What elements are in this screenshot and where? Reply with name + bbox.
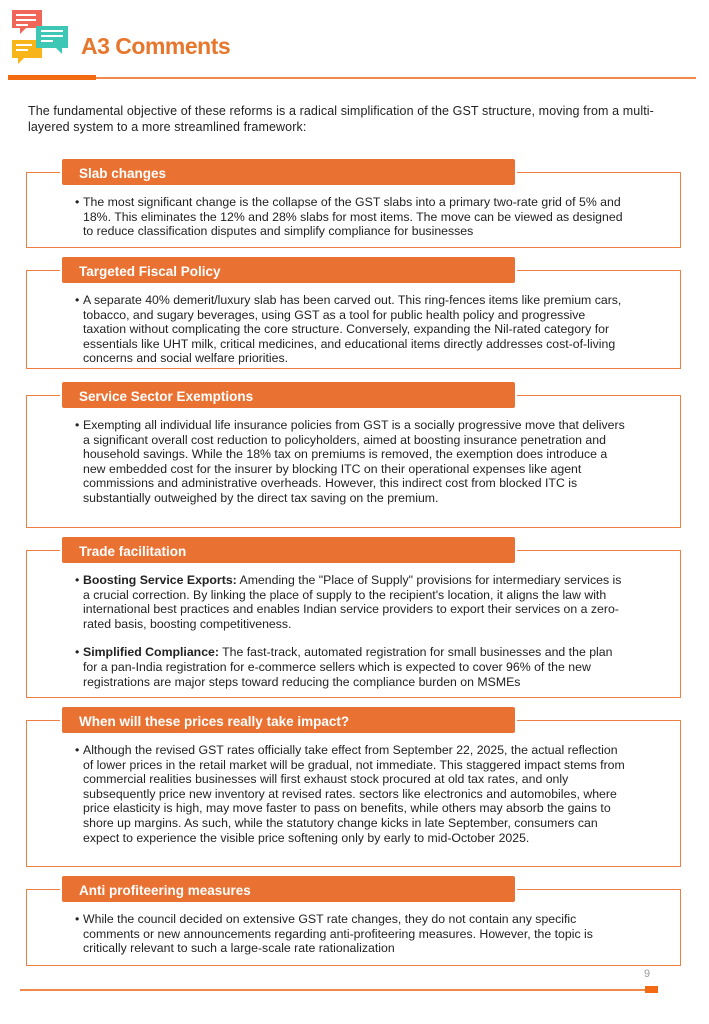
section-box bbox=[26, 166, 681, 248]
bullet-lead: Simplified Compliance: bbox=[83, 645, 219, 660]
bullet-item bbox=[75, 195, 630, 239]
section-heading: When will these prices really take impact? bbox=[60, 705, 517, 735]
page-title: A3 Comments bbox=[81, 33, 231, 59]
bullet-lead: Boosting Service Exports: bbox=[83, 573, 237, 587]
section-box bbox=[26, 544, 681, 698]
intro-paragraph: The fundamental objective of these reforms is a radical simplification of the GST structure, moving from a multi-layered system to a more streamlined framework: bbox=[28, 104, 654, 134]
footer-accent bbox=[645, 986, 658, 993]
section-box bbox=[26, 714, 681, 867]
bullet-text: A separate 40% demerit/luxury slab has been carved out. This ring-fences items like premium cars, tobacco, and sugary beverages, using GST as a tool for public health policy and progressive taxation without complicating the core structure. Conversely, expanding the Nil-rated category for essentials like UHT milk, critical medicines, and educational items directly addresses cost-of-living concerns and social welfare priorities. bbox=[83, 293, 622, 366]
bullet-text: Exempting all individual life insurance policies from GST is a socially progressive move that delivers a significant overall cost reduction to policyholders, aimed at boosting insurance penetration and household savings. While the 18% tax on premiums is removed, the exemption does introduce a new embedded cost for the insurer by blocking ITC on their operational expenses like agent commissions and administrative overheads. However, this indirect cost from blocked ITC is substantially outweighed by the direct tax saving on the premium. bbox=[83, 418, 625, 505]
page-number: 9 bbox=[644, 968, 651, 980]
section-heading: Trade facilitation bbox=[60, 535, 517, 565]
section-heading: Service Sector Exemptions bbox=[60, 380, 517, 410]
bullet-item bbox=[75, 743, 630, 845]
bullet-item bbox=[75, 293, 630, 366]
bullet-text: Although the revised GST rates officially take effect from September 22, 2025, the actual reflection of lower prices in the retail market will be gradual, not immediate. This staggered impact stems from commercial realities businesses will first exhaust stock procured at old tax rates, and only subsequently price new inventory at revised rates. sectors like electronics and automobiles, where price elasticity is high, may move faster to pass on benefits, while others may absorb the gains to shore up margins. As such, while the statutory change kicks in late September, consumers can expect to experience the visible price softening only by early to mid-October 2025. bbox=[83, 743, 625, 845]
section-heading: Targeted Fiscal Policy bbox=[60, 255, 517, 285]
section-heading: Anti profiteering measures bbox=[60, 874, 517, 904]
section-box bbox=[26, 389, 681, 528]
section-box bbox=[26, 883, 681, 966]
section-body bbox=[75, 418, 630, 506]
section-body bbox=[75, 573, 630, 689]
section-box bbox=[26, 264, 681, 369]
section-body bbox=[75, 912, 630, 956]
section-body bbox=[75, 293, 630, 366]
bullet-text: The most significant change is the collapse of the GST slabs into a primary two-rate grid of 5% and 18%. This eliminates the 12% and 28% slabs for most items. The move can be viewed as designed to reduce classification disputes and simplify compliance for businesses bbox=[83, 195, 623, 239]
speech-bubbles-icon bbox=[10, 8, 68, 66]
footer-rule bbox=[20, 989, 645, 991]
bullet-item bbox=[75, 418, 630, 506]
bullet-item bbox=[75, 912, 630, 956]
bullet-text: Amending the "Place of Supply" provisions for intermediary services is a crucial correction. By linking the place of supply to the recipient's location, it aligns the law with international best practices and enables Indian service providers to export their services on a zero-rated basis, boosting competitiveness. bbox=[83, 573, 622, 631]
bullet-item bbox=[75, 573, 630, 631]
section-heading: Slab changes bbox=[60, 157, 517, 187]
title-rule-accent bbox=[8, 75, 96, 80]
bullet-text: The fast-track, automated registration for small businesses and the plan for a pan-India registration for e-commerce sellers which is expected to cover 96% of the new registrations are major steps toward reducing the compliance burden on MSMEs bbox=[83, 645, 613, 689]
section-body bbox=[75, 743, 630, 845]
title-rule bbox=[96, 77, 696, 79]
section-body bbox=[75, 195, 630, 239]
bullet-text: While the council decided on extensive GST rate changes, they do not contain any specific comments or new announcements regarding anti-profiteering measures. However, the topic is critically relevant to such a large-scale rate rationalization bbox=[83, 912, 593, 956]
bullet-item bbox=[75, 645, 630, 689]
